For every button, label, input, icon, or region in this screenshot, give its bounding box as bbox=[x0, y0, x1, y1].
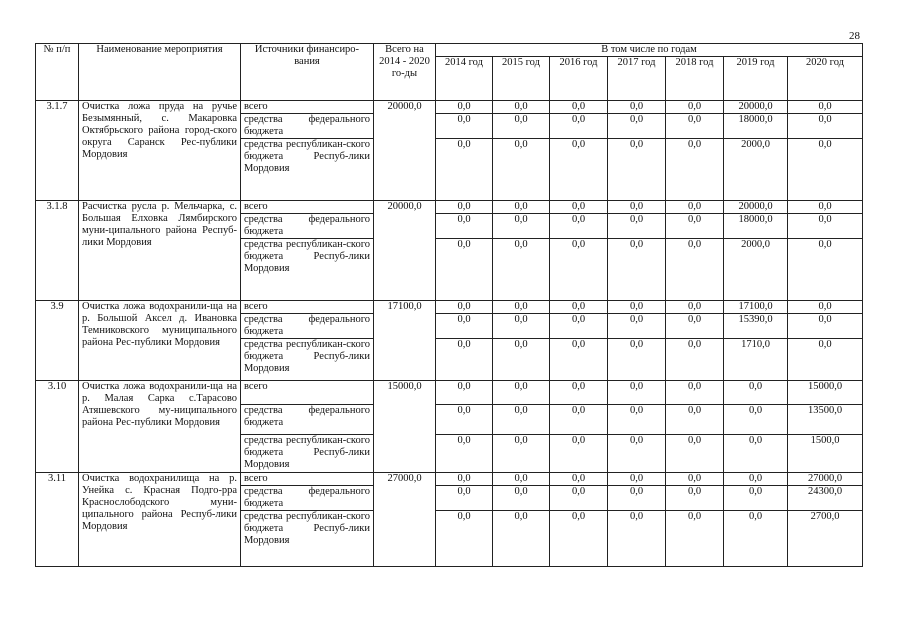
year-amount: 0,0 bbox=[493, 314, 550, 339]
year-amount: 0,0 bbox=[493, 214, 550, 239]
year-amount: 0,0 bbox=[436, 381, 493, 405]
year-amount: 0,0 bbox=[666, 435, 724, 473]
year-amount: 0,0 bbox=[436, 114, 493, 139]
year-amount: 0,0 bbox=[608, 239, 666, 301]
funding-source: всего bbox=[241, 101, 374, 114]
year-amount: 0,0 bbox=[666, 239, 724, 301]
year-amount: 0,0 bbox=[436, 214, 493, 239]
year-amount: 0,0 bbox=[608, 511, 666, 567]
row-number: 3.1.7 bbox=[36, 101, 79, 201]
header-year: 2017 год bbox=[608, 57, 666, 101]
header-year: 2020 год bbox=[788, 57, 863, 101]
year-amount: 0,0 bbox=[550, 214, 608, 239]
year-amount: 0,0 bbox=[724, 405, 788, 435]
year-amount: 0,0 bbox=[436, 486, 493, 511]
year-amount: 0,0 bbox=[608, 381, 666, 405]
year-amount: 0,0 bbox=[493, 301, 550, 314]
year-amount: 0,0 bbox=[724, 511, 788, 567]
row-number: 3.1.8 bbox=[36, 201, 79, 301]
year-amount: 18000,0 bbox=[724, 214, 788, 239]
year-amount: 0,0 bbox=[436, 314, 493, 339]
year-amount: 0,0 bbox=[550, 239, 608, 301]
table-row bbox=[36, 473, 863, 486]
year-amount: 0,0 bbox=[666, 101, 724, 114]
funding-source: средства федерального бюджета bbox=[241, 405, 374, 435]
year-amount: 0,0 bbox=[608, 405, 666, 435]
header-year: 2019 год bbox=[724, 57, 788, 101]
year-amount: 0,0 bbox=[608, 435, 666, 473]
year-amount: 0,0 bbox=[550, 486, 608, 511]
table-row bbox=[36, 301, 863, 314]
year-amount: 0,0 bbox=[608, 114, 666, 139]
row-number: 3.9 bbox=[36, 301, 79, 381]
year-amount: 0,0 bbox=[666, 511, 724, 567]
year-amount: 13500,0 bbox=[788, 405, 863, 435]
year-amount: 0,0 bbox=[788, 239, 863, 301]
year-amount: 0,0 bbox=[666, 201, 724, 214]
year-amount: 1710,0 bbox=[724, 339, 788, 381]
year-amount: 0,0 bbox=[788, 314, 863, 339]
year-amount: 0,0 bbox=[493, 201, 550, 214]
year-amount: 0,0 bbox=[550, 201, 608, 214]
year-amount: 0,0 bbox=[666, 381, 724, 405]
year-amount: 0,0 bbox=[788, 139, 863, 201]
year-amount: 0,0 bbox=[666, 473, 724, 486]
year-amount: 0,0 bbox=[493, 139, 550, 201]
year-amount: 0,0 bbox=[436, 201, 493, 214]
year-amount: 0,0 bbox=[493, 114, 550, 139]
year-amount: 15390,0 bbox=[724, 314, 788, 339]
year-amount: 0,0 bbox=[493, 486, 550, 511]
year-amount: 0,0 bbox=[788, 214, 863, 239]
year-amount: 0,0 bbox=[608, 201, 666, 214]
funding-source: всего bbox=[241, 381, 374, 405]
year-amount: 0,0 bbox=[436, 301, 493, 314]
funding-source: средства федерального бюджета bbox=[241, 114, 374, 139]
year-amount: 0,0 bbox=[493, 435, 550, 473]
funding-source: всего bbox=[241, 301, 374, 314]
year-amount: 0,0 bbox=[666, 301, 724, 314]
year-amount: 0,0 bbox=[436, 101, 493, 114]
year-amount: 0,0 bbox=[788, 201, 863, 214]
year-amount: 0,0 bbox=[608, 339, 666, 381]
year-amount: 20000,0 bbox=[724, 201, 788, 214]
year-amount: 0,0 bbox=[608, 473, 666, 486]
header-num: № п/п bbox=[36, 44, 79, 101]
year-amount: 0,0 bbox=[493, 239, 550, 301]
year-amount: 0,0 bbox=[493, 339, 550, 381]
year-amount: 2000,0 bbox=[724, 239, 788, 301]
year-amount: 0,0 bbox=[608, 314, 666, 339]
year-amount: 0,0 bbox=[666, 114, 724, 139]
year-amount: 0,0 bbox=[550, 405, 608, 435]
funding-source: средства республикан-ского бюджета Респуб-лики Мордовия bbox=[241, 511, 374, 567]
year-amount: 0,0 bbox=[788, 339, 863, 381]
year-amount: 0,0 bbox=[666, 405, 724, 435]
year-amount: 0,0 bbox=[550, 339, 608, 381]
year-amount: 0,0 bbox=[550, 114, 608, 139]
funding-table bbox=[35, 43, 863, 567]
year-amount: 0,0 bbox=[724, 435, 788, 473]
funding-source: всего bbox=[241, 201, 374, 214]
table-row bbox=[36, 101, 863, 114]
year-amount: 0,0 bbox=[436, 339, 493, 381]
funding-source: всего bbox=[241, 473, 374, 486]
year-amount: 0,0 bbox=[788, 301, 863, 314]
funding-source: средства республикан-ского бюджета Респуб-лики Мордовия bbox=[241, 139, 374, 201]
funding-source: средства федерального бюджета bbox=[241, 486, 374, 511]
year-amount: 0,0 bbox=[724, 486, 788, 511]
year-amount: 0,0 bbox=[436, 139, 493, 201]
total-amount: 27000,0 bbox=[374, 473, 436, 567]
header-source: Источники финансиро-вания bbox=[241, 44, 374, 101]
row-number: 3.10 bbox=[36, 381, 79, 473]
total-amount: 20000,0 bbox=[374, 201, 436, 301]
year-amount: 0,0 bbox=[724, 473, 788, 486]
year-amount: 0,0 bbox=[493, 511, 550, 567]
year-amount: 0,0 bbox=[666, 214, 724, 239]
year-amount: 0,0 bbox=[550, 301, 608, 314]
year-amount: 0,0 bbox=[788, 101, 863, 114]
year-amount: 27000,0 bbox=[788, 473, 863, 486]
funding-source: средства федерального бюджета bbox=[241, 314, 374, 339]
year-amount: 2700,0 bbox=[788, 511, 863, 567]
year-amount: 0,0 bbox=[436, 511, 493, 567]
year-amount: 0,0 bbox=[666, 314, 724, 339]
year-amount: 0,0 bbox=[608, 486, 666, 511]
year-amount: 0,0 bbox=[436, 435, 493, 473]
measure-name: Очистка ложа пруда на ручье Безымянный, с. Макаровка Октябрьского района город-ского округа Саранск Рес-публики Мордовия bbox=[79, 101, 241, 201]
year-amount: 0,0 bbox=[608, 139, 666, 201]
measure-name: Расчистка русла р. Мельчарка, с. Большая Елховка Лямбирского муни-ципального района Респуб-лики Мордовия bbox=[79, 201, 241, 301]
year-amount: 1500,0 bbox=[788, 435, 863, 473]
year-amount: 0,0 bbox=[493, 381, 550, 405]
year-amount: 0,0 bbox=[550, 381, 608, 405]
header-year: 2016 год bbox=[550, 57, 608, 101]
year-amount: 0,0 bbox=[436, 473, 493, 486]
year-amount: 0,0 bbox=[550, 435, 608, 473]
funding-source: средства республикан-ского бюджета Респуб-лики Мордовия bbox=[241, 435, 374, 473]
measure-name: Очистка ложа водохранили-ща на р. Большой Аксел д. Ивановка Темниковского муниципального района Рес-публики Мордовия bbox=[79, 301, 241, 381]
year-amount: 2000,0 bbox=[724, 139, 788, 201]
page-number: 28 bbox=[849, 30, 860, 42]
header-name: Наименование мероприятия bbox=[79, 44, 241, 101]
year-amount: 0,0 bbox=[666, 339, 724, 381]
year-amount: 17100,0 bbox=[724, 301, 788, 314]
year-amount: 0,0 bbox=[493, 473, 550, 486]
header-year: 2014 год bbox=[436, 57, 493, 101]
year-amount: 24300,0 bbox=[788, 486, 863, 511]
header-by-years: В том числе по годам bbox=[436, 44, 863, 57]
header-year: 2015 год bbox=[493, 57, 550, 101]
year-amount: 0,0 bbox=[550, 473, 608, 486]
row-number: 3.11 bbox=[36, 473, 79, 567]
year-amount: 0,0 bbox=[550, 314, 608, 339]
measure-name: Очистка водохранилища на р. Унейка с. Красная Подго-рра Краснослободского муни-ципального района Респуб-лики Мордовия bbox=[79, 473, 241, 567]
funding-source: средства федерального бюджета bbox=[241, 214, 374, 239]
year-amount: 0,0 bbox=[608, 101, 666, 114]
year-amount: 0,0 bbox=[724, 381, 788, 405]
funding-source: средства республикан-ского бюджета Респуб-лики Мордовия bbox=[241, 339, 374, 381]
year-amount: 0,0 bbox=[550, 101, 608, 114]
year-amount: 0,0 bbox=[550, 139, 608, 201]
year-amount: 0,0 bbox=[666, 139, 724, 201]
measure-name: Очистка ложа водохранили-ща на р. Малая Сарка с.Тарасово Атяшевского му-ниципального района Рес-публики Мордовия bbox=[79, 381, 241, 473]
total-amount: 15000,0 bbox=[374, 381, 436, 473]
year-amount: 0,0 bbox=[493, 101, 550, 114]
year-amount: 0,0 bbox=[788, 114, 863, 139]
year-amount: 0,0 bbox=[436, 239, 493, 301]
year-amount: 0,0 bbox=[550, 511, 608, 567]
table-row bbox=[36, 201, 863, 214]
header-total: Всего на 2014 - 2020 го-ды bbox=[374, 44, 436, 101]
total-amount: 20000,0 bbox=[374, 101, 436, 201]
funding-source: средства республикан-ского бюджета Респуб-лики Мордовия bbox=[241, 239, 374, 301]
header-year: 2018 год bbox=[666, 57, 724, 101]
table-row bbox=[36, 381, 863, 405]
year-amount: 15000,0 bbox=[788, 381, 863, 405]
year-amount: 0,0 bbox=[493, 405, 550, 435]
year-amount: 0,0 bbox=[608, 301, 666, 314]
year-amount: 18000,0 bbox=[724, 114, 788, 139]
year-amount: 20000,0 bbox=[724, 101, 788, 114]
year-amount: 0,0 bbox=[666, 486, 724, 511]
year-amount: 0,0 bbox=[436, 405, 493, 435]
year-amount: 0,0 bbox=[608, 214, 666, 239]
total-amount: 17100,0 bbox=[374, 301, 436, 381]
